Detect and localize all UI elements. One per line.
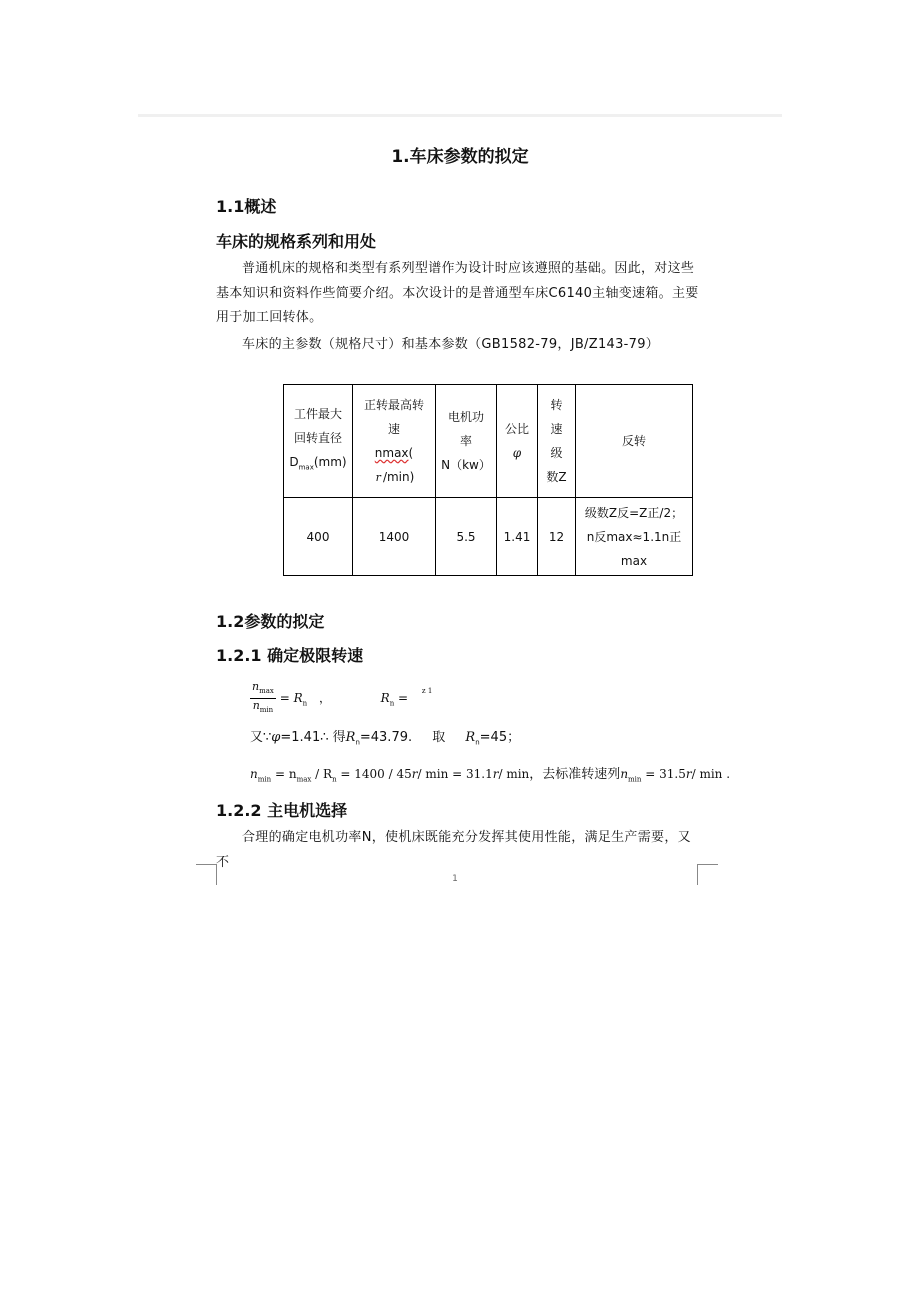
symbol-r: R (345, 730, 356, 745)
header-text: 电机功 (447, 410, 484, 424)
paragraph-params-intro (216, 333, 702, 358)
header-fraction: r /min) (375, 470, 415, 484)
header-text (355, 441, 433, 465)
section-heading-1-2-2: 1.2.2 主电机选择 (216, 801, 348, 820)
subscript: min (257, 775, 272, 784)
symbol-r: R (465, 730, 476, 745)
subscript: n (355, 738, 360, 747)
header-text: (mm) (313, 455, 347, 470)
text: / R (315, 767, 333, 781)
header-text: 工件最大 (293, 407, 342, 422)
equals-sign: = (279, 691, 290, 706)
cell-diameter: 400 (284, 498, 353, 576)
cell-max-speed: 1400 (353, 498, 436, 576)
section-heading-1-2: 1.2参数的拟定 (216, 612, 325, 631)
symbol-r: R (380, 691, 390, 706)
fraction-nmax-nmin (250, 680, 276, 717)
header-max-speed (353, 385, 436, 498)
cell-ratio: 1.41 (497, 498, 538, 576)
header-text: 级 (550, 446, 563, 460)
cell-reverse (576, 498, 693, 576)
paragraph-intro (216, 257, 702, 331)
paragraph-intro-text: 普通机床的规格和类型有系列型谱作为设计时应该遵照的基础。因此，对这些基本知识和资料作些简要介绍。本次设计的是普通型车床C6140主轴变速箱。主要用于加工回转体。 (216, 261, 699, 325)
fraction-numerator: $n_{max}$ (250, 680, 276, 699)
text: ，去标准转速列 (529, 767, 621, 782)
paragraph-params-text: 车床的主参数（规格尺寸）和基本参数（GB1582-79，JB/Z143-79） (242, 337, 660, 352)
section-heading-1-2-1: 1.2.1 确定极限转速 (216, 646, 364, 665)
paragraph-motor-text: 合理的确定电机功率N，使机床既能充分发挥其使用性能，满足生产需要，又不 (216, 830, 691, 870)
header-ratio (497, 385, 538, 498)
header-text: D (289, 455, 299, 470)
header-text (286, 450, 350, 479)
text: / min = 31.1 (417, 767, 493, 781)
header-text: 率 (459, 434, 472, 448)
page-number: 1 (452, 874, 458, 884)
subscript: n (302, 699, 308, 708)
header-text: 速 (550, 422, 563, 436)
text: 又∵ (250, 730, 272, 745)
header-text: nmax (374, 446, 409, 460)
parameter-table (283, 384, 693, 576)
header-max-diameter (284, 385, 353, 498)
comma: ， (318, 691, 331, 706)
header-text: 公比 (504, 422, 529, 436)
text: 取 (432, 730, 446, 745)
cell-text: max (620, 553, 648, 568)
header-text: 数Z (546, 470, 567, 484)
fraction-numerator: r (375, 471, 381, 484)
header-speed-steps (538, 385, 576, 498)
subscript: n (475, 738, 480, 747)
subheading-spec-series: 车床的规格系列和用处 (216, 232, 377, 251)
header-text: 速 (387, 422, 400, 436)
header-text: 回转直径 (293, 431, 342, 446)
symbol-r: R (293, 691, 303, 706)
header-text: φ (512, 446, 522, 460)
fraction-denominator: min (386, 470, 410, 484)
text: =43.79. (359, 730, 413, 745)
subscript: max (296, 775, 312, 784)
cell-text: 级数Z反=Z正/2； (584, 505, 684, 520)
symbol-n: n (250, 767, 258, 781)
fraction-denominator: $n_{min}$ (252, 699, 274, 715)
table-header-row (284, 385, 693, 498)
cell-text: n反max≈1.1n正 (586, 529, 682, 544)
header-motor-power (436, 385, 497, 498)
header-text: ) (409, 470, 415, 484)
section-heading-1-1: 1.1概述 (216, 197, 277, 216)
exponent: z 1 (421, 687, 433, 696)
text: =1.41∴ 得 (280, 730, 346, 745)
equals-sign: = (398, 691, 409, 706)
text: = n (274, 767, 297, 781)
cell-steps: 12 (538, 498, 576, 576)
text: =45； (479, 730, 521, 745)
header-text: 转 (550, 398, 563, 412)
table-row (284, 498, 693, 576)
header-text: ( (408, 446, 414, 460)
header-reverse: 反转 (576, 385, 693, 498)
formula-ratio (250, 726, 520, 755)
formula-speed-range (250, 680, 432, 717)
header-text: N（kw） (441, 458, 491, 472)
document-title: 1.车床参数的拟定 (391, 147, 529, 167)
symbol-n: n (620, 767, 629, 781)
subscript: n (389, 699, 395, 708)
text: / min . (691, 767, 731, 781)
page-top-edge (138, 114, 782, 117)
formula-min-speed: $n_{min} = n_{max} / R_n = 1400 / 45r/$ min = 31.1r/ min，去标准转速列$n_{min} = 31.5r/$ min . (250, 767, 731, 784)
subscript: min (628, 775, 642, 784)
symbol-phi: φ (271, 730, 281, 745)
text: / min (498, 767, 530, 781)
text: = 1400 / 45 (340, 767, 412, 781)
cell-power: 5.5 (436, 498, 497, 576)
text: = 31.5 (645, 767, 686, 781)
fraction (374, 471, 383, 484)
header-text: 正转最高转 (363, 398, 424, 412)
header-text: max (298, 463, 314, 472)
subscript: n (332, 775, 337, 784)
paragraph-motor (216, 826, 702, 875)
